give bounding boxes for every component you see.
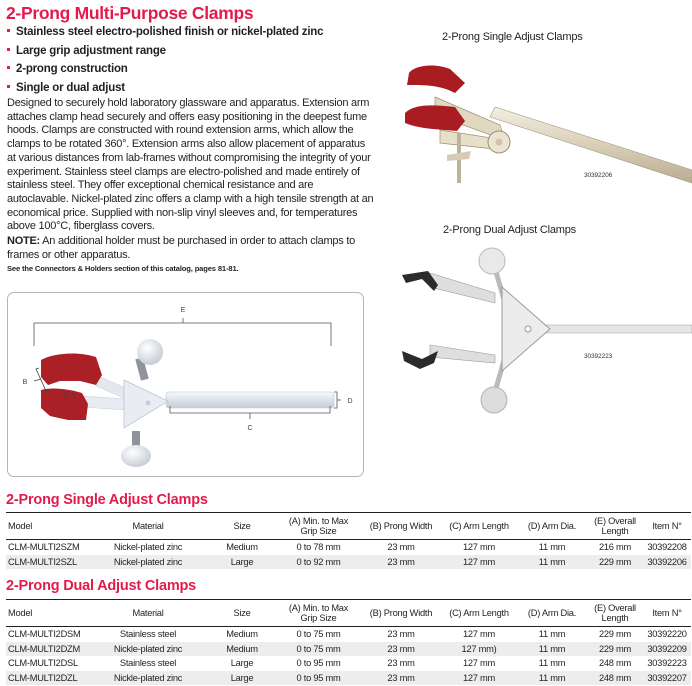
col-arm-dia: (D) Arm Dia. [527, 521, 577, 531]
dual-adjust-spec-table [6, 599, 691, 686]
cell-size: Medium [226, 628, 258, 639]
cell-model: CLM-MULTI2DZL [6, 671, 88, 686]
table-header-row [6, 600, 691, 627]
cell-item-number: 30392223 [647, 658, 687, 669]
col-arm-length: (C) Arm Length [449, 521, 509, 531]
cell-overall-length: 229 mm [587, 641, 643, 656]
dimension-diagram [7, 292, 364, 477]
cell-grip: 0 to 75 mm [276, 641, 361, 656]
cell-model: CLM-MULTI2SZL [6, 554, 88, 569]
cell-prong-width: 23 mm [361, 554, 441, 569]
cell-material: Nickle-plated zinc [88, 671, 208, 686]
dimension-c-label: C [247, 425, 253, 432]
cell-item-number: 30392208 [647, 541, 687, 552]
head-screw [146, 401, 151, 406]
col-model: Model [8, 521, 33, 531]
dimension-b-label: B [22, 379, 28, 386]
page-title: 2-Prong Multi-Purpose Clamps [6, 3, 254, 23]
lower-prong [430, 345, 495, 363]
cell-arm-length: 127 mm [462, 628, 496, 639]
cell-prong-width: 23 mm [361, 641, 441, 656]
dimension-d-bracket [334, 392, 337, 408]
bullet-icon [7, 85, 10, 88]
col-grip: (A) Min. to Max Grip Size [288, 603, 349, 623]
cell-overall-length: 229 mm [587, 554, 643, 569]
cell-arm-dia: 11 mm [517, 671, 587, 686]
col-grip: (A) Min. to Max Grip Size [288, 516, 349, 536]
cell-item-number: 30392206 [643, 554, 691, 569]
upper-prong [430, 273, 495, 303]
cell-size: Medium [226, 541, 258, 552]
dimension-b-tick [34, 379, 41, 381]
col-arm-length: (C) Arm Length [449, 608, 509, 618]
lower-knob [481, 387, 507, 413]
col-prong-width: (B) Prong Width [369, 521, 433, 531]
single-adjust-clamp-photo [395, 55, 692, 205]
upper-jaw-arm [96, 375, 126, 398]
cell-size: Large [208, 671, 276, 686]
upper-knob [137, 339, 163, 365]
cell-model: CLM-MULTI2DSL [8, 658, 78, 669]
dual-clamp-caption: 2-Prong Dual Adjust Clamps [443, 224, 576, 236]
bullet-icon [7, 66, 10, 69]
cell-grip: 0 to 92 mm [276, 554, 361, 569]
cell-arm-length: 127 mm [462, 541, 496, 552]
clamp-dimension-drawing [8, 293, 363, 476]
feature-list [7, 24, 323, 98]
cell-size: Large [230, 658, 254, 669]
cell-prong-width: 23 mm [387, 541, 415, 552]
cell-overall-length: 229 mm [598, 628, 632, 639]
feature-item: Stainless steel electro-polished finish or nickel-plated zinc [7, 24, 323, 43]
col-material: Material [132, 608, 164, 618]
single-clamp-caption: 2-Prong Single Adjust Clamps [442, 31, 583, 43]
cell-arm-length: 127 mm [462, 658, 496, 669]
bullet-icon [7, 48, 10, 51]
dimension-a-label: A [62, 392, 68, 399]
dual-table-title: 2-Prong Dual Adjust Clamps [6, 578, 197, 594]
cell-overall-length: 248 mm [587, 671, 643, 686]
cell-grip: 0 to 95 mm [276, 671, 361, 686]
feature-item: 2-prong construction [7, 61, 323, 80]
dual-adjust-clamp-photo [400, 245, 692, 415]
col-size: Size [233, 521, 251, 531]
col-item-number: Item N° [652, 608, 682, 618]
dual-clamp-item-number: 30392223 [584, 353, 613, 360]
cell-material: Nickel-plated zinc [113, 541, 183, 552]
note-text: An additional holder must be purchased in order to attach clamps to frames or other apparatus. [7, 235, 356, 261]
note [7, 235, 375, 262]
cell-prong-width: 23 mm [387, 628, 415, 639]
upper-sleeve [407, 66, 465, 93]
table-row [6, 554, 691, 569]
cell-item-number: 30392209 [643, 641, 691, 656]
cell-material: Nickle-plated zinc [88, 641, 208, 656]
cell-material: Stainless steel [119, 628, 177, 639]
table-row [6, 641, 691, 656]
cell-grip: 0 to 75 mm [296, 628, 341, 639]
cell-overall-length: 216 mm [598, 541, 632, 552]
cell-prong-width: 23 mm [361, 671, 441, 686]
pivot-screw [496, 139, 503, 146]
cell-arm-dia: 11 mm [517, 641, 587, 656]
description: Designed to securely hold laboratory glassware and apparatus. Extension arm attaches clamp head securely and offers easy positioning in the deepest fume hoods. Clamps are constructed with round extension arms, which allow the clamps to be rotated 360°. Extension arms also allow placement of apparatus at various distances from lab-frames without compromising the integrity of your experiment. Stainless steel clamps are electro-polished and made entirely of stainless steel. They offer exceptional chemical resistance and are autoclavable. Nickel-plated zinc offers a clamp with a high tensile strength at an economical price. Supplied with non-slip vinyl sleeves and, for temperatures above 100°C, fiberglass covers. [7, 97, 374, 233]
cell-arm-dia: 11 mm [538, 541, 566, 552]
single-clamp-item-number: 30392206 [584, 172, 613, 179]
single-table-title: 2-Prong Single Adjust Clamps [6, 492, 208, 508]
lower-jaw-arm [83, 396, 126, 410]
table-row [6, 671, 691, 686]
cell-overall-length: 248 mm [598, 658, 632, 669]
cell-item-number: 30392220 [647, 628, 687, 639]
table-row [6, 540, 691, 555]
see-also-reference: See the Connectors & Holders section of this catalog, pages 81-81. [7, 264, 239, 273]
col-overall-length: (E) Overall Length [594, 516, 636, 536]
cell-arm-length: 127 mm) [441, 641, 517, 656]
lower-sleeve [405, 105, 465, 131]
extension-arm [166, 392, 334, 408]
col-prong-width: (B) Prong Width [369, 608, 433, 618]
cell-model: CLM-MULTI2DZM [6, 641, 88, 656]
head-screw [525, 326, 531, 332]
lower-tip [402, 351, 438, 369]
table-header-row [6, 513, 691, 540]
col-material: Material [132, 521, 164, 531]
upper-sleeve [41, 353, 102, 385]
dimension-d-label: D [347, 398, 353, 405]
col-item-number: Item N° [652, 521, 682, 531]
lower-knob [121, 445, 151, 467]
col-overall-length: (E) Overall Length [594, 603, 636, 623]
cell-material: Stainless steel [119, 658, 177, 669]
feature-item: Single or dual adjust [7, 80, 323, 99]
single-adjust-spec-table [6, 512, 691, 570]
dimension-e-bracket [34, 323, 331, 346]
note-label: NOTE: [7, 235, 40, 247]
cell-model: CLM-MULTI2DSM [8, 628, 81, 639]
feature-item: Large grip adjustment range [7, 43, 323, 62]
cell-arm-length: 127 mm [441, 554, 517, 569]
col-arm-dia: (D) Arm Dia. [527, 608, 577, 618]
cell-arm-dia: 11 mm [517, 554, 587, 569]
col-model: Model [8, 608, 33, 618]
cell-size: Large [208, 554, 276, 569]
cell-material: Nickel-plated zinc [88, 554, 208, 569]
cell-prong-width: 23 mm [387, 658, 415, 669]
cell-grip: 0 to 95 mm [296, 658, 341, 669]
bullet-icon [7, 29, 10, 32]
cell-grip: 0 to 78 mm [296, 541, 341, 552]
extension-arm [540, 325, 692, 333]
col-size: Size [233, 608, 251, 618]
cell-arm-dia: 11 mm [538, 628, 566, 639]
cell-model: CLM-MULTI2SZM [8, 541, 80, 552]
table-row [6, 656, 691, 671]
dimension-e-label: E [180, 307, 186, 314]
cell-size: Medium [208, 641, 276, 656]
cell-arm-dia: 11 mm [538, 658, 566, 669]
cell-item-number: 30392207 [643, 671, 691, 686]
cell-arm-length: 127 mm [441, 671, 517, 686]
table-row [6, 627, 691, 642]
upper-knob [479, 248, 505, 274]
